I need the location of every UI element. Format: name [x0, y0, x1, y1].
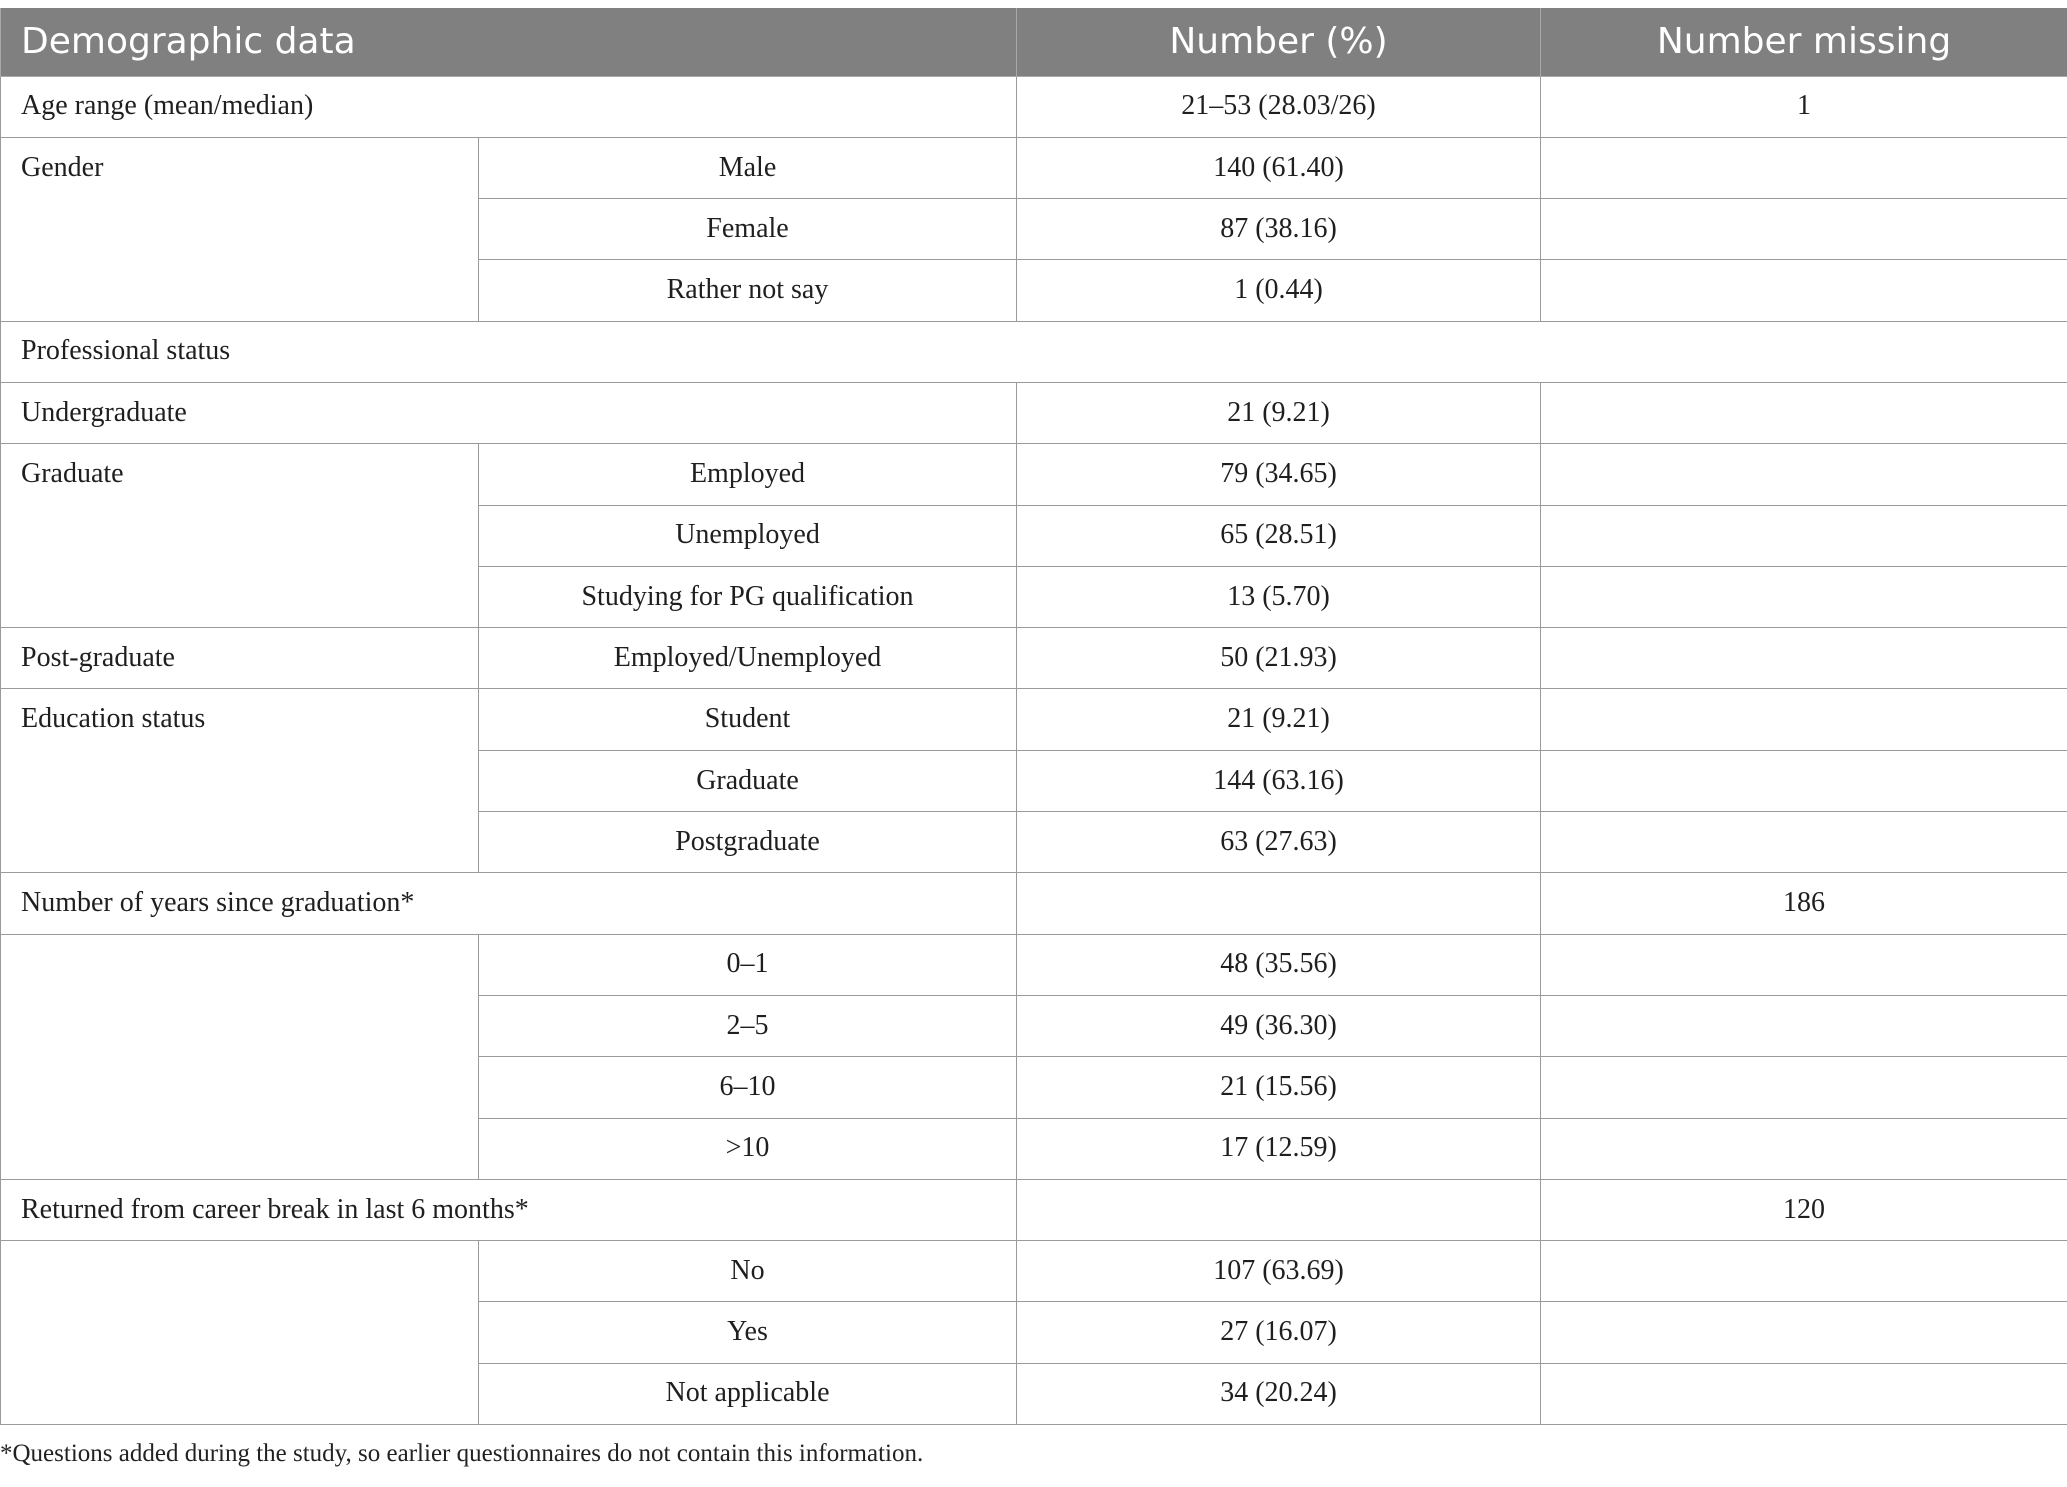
number-percent-cell: 48 (35.56): [1017, 934, 1541, 995]
sub-category-cell: Student: [479, 689, 1017, 750]
table-footnote: *Questions added during the study, so earlier questionnaires do not contain this information.: [0, 1440, 924, 1467]
number-percent-cell: 34 (20.24): [1017, 1363, 1541, 1424]
table-row: [1, 444, 2067, 505]
sub-category-cell: >10: [479, 1118, 1017, 1179]
number-missing-cell: [1541, 137, 2067, 198]
number-missing-cell: [1541, 1363, 2067, 1424]
number-missing-cell: [1541, 260, 2067, 321]
table-row: [1, 628, 2067, 689]
number-missing-cell: [1541, 566, 2067, 627]
demographics-table-container: [0, 8, 2067, 1425]
number-missing-cell: 186: [1541, 873, 2067, 934]
number-missing-cell: [1541, 1241, 2067, 1302]
header-number-percent: Number (%): [1017, 8, 1541, 76]
row-label: Education status: [1, 689, 479, 873]
row-label: Returned from career break in last 6 months*: [1, 1179, 1017, 1240]
table-row: [1, 137, 2067, 198]
number-percent-cell: 49 (36.30): [1017, 995, 1541, 1056]
number-percent-cell: 63 (27.63): [1017, 812, 1541, 873]
number-percent-cell: 21 (15.56): [1017, 1057, 1541, 1118]
number-missing-cell: [1541, 505, 2067, 566]
number-missing-cell: [1541, 689, 2067, 750]
number-percent-cell: 50 (21.93): [1017, 628, 1541, 689]
sub-category-cell: 2–5: [479, 995, 1017, 1056]
number-missing-cell: 1: [1541, 76, 2067, 137]
number-missing-cell: [1541, 750, 2067, 811]
table-row: [1, 934, 2067, 995]
sub-category-cell: Not applicable: [479, 1363, 1017, 1424]
number-percent-cell: 79 (34.65): [1017, 444, 1541, 505]
table-row: [1, 321, 2067, 382]
number-missing-cell: [1541, 812, 2067, 873]
number-percent-cell: 17 (12.59): [1017, 1118, 1541, 1179]
number-missing-cell: [1541, 1302, 2067, 1363]
sub-category-cell: 0–1: [479, 934, 1017, 995]
number-percent-cell: 140 (61.40): [1017, 137, 1541, 198]
number-missing-cell: [1541, 995, 2067, 1056]
number-percent-cell: 21 (9.21): [1017, 382, 1541, 443]
sub-category-cell: Employed: [479, 444, 1017, 505]
empty-label-cell: [1, 934, 479, 1179]
number-percent-cell: [1017, 1179, 1541, 1240]
number-percent-cell: 144 (63.16): [1017, 750, 1541, 811]
sub-category-cell: 6–10: [479, 1057, 1017, 1118]
row-label: Undergraduate: [1, 382, 1017, 443]
number-percent-cell: 21 (9.21): [1017, 689, 1541, 750]
sub-category-cell: Male: [479, 137, 1017, 198]
sub-category-cell: No: [479, 1241, 1017, 1302]
empty-label-cell: [1, 1241, 479, 1425]
table-row: [1, 689, 2067, 750]
row-label: Post-graduate: [1, 628, 479, 689]
number-percent-cell: [1017, 873, 1541, 934]
number-percent-cell: 13 (5.70): [1017, 566, 1541, 627]
number-missing-cell: [1541, 628, 2067, 689]
number-missing-cell: [1541, 1118, 2067, 1179]
sub-category-cell: Female: [479, 199, 1017, 260]
demographics-table: [0, 8, 2067, 1425]
number-missing-cell: [1541, 444, 2067, 505]
sub-category-cell: Graduate: [479, 750, 1017, 811]
table-row: [1, 873, 2067, 934]
table-row: [1, 76, 2067, 137]
number-missing-cell: [1541, 1057, 2067, 1118]
number-missing-cell: [1541, 934, 2067, 995]
sub-category-cell: Rather not say: [479, 260, 1017, 321]
row-label: Graduate: [1, 444, 479, 628]
sub-category-cell: Postgraduate: [479, 812, 1017, 873]
header-demographic-data: Demographic data: [1, 8, 1017, 76]
number-percent-cell: 87 (38.16): [1017, 199, 1541, 260]
number-percent-cell: 27 (16.07): [1017, 1302, 1541, 1363]
number-percent-cell: 1 (0.44): [1017, 260, 1541, 321]
table-row: [1, 382, 2067, 443]
header-number-missing: Number missing: [1541, 8, 2067, 76]
row-label: Gender: [1, 137, 479, 321]
header-row: [1, 8, 2067, 76]
sub-category-cell: Studying for PG qualification: [479, 566, 1017, 627]
section-label: Professional status: [1, 321, 2067, 382]
number-missing-cell: [1541, 199, 2067, 260]
table-row: [1, 1179, 2067, 1240]
sub-category-cell: Employed/Unemployed: [479, 628, 1017, 689]
sub-category-cell: Unemployed: [479, 505, 1017, 566]
number-percent-cell: 107 (63.69): [1017, 1241, 1541, 1302]
number-percent-cell: 65 (28.51): [1017, 505, 1541, 566]
number-missing-cell: [1541, 382, 2067, 443]
number-missing-cell: 120: [1541, 1179, 2067, 1240]
row-label: Number of years since graduation*: [1, 873, 1017, 934]
number-percent-cell: 21–53 (28.03/26): [1017, 76, 1541, 137]
sub-category-cell: Yes: [479, 1302, 1017, 1363]
table-row: [1, 1241, 2067, 1302]
row-label: Age range (mean/median): [1, 76, 1017, 137]
